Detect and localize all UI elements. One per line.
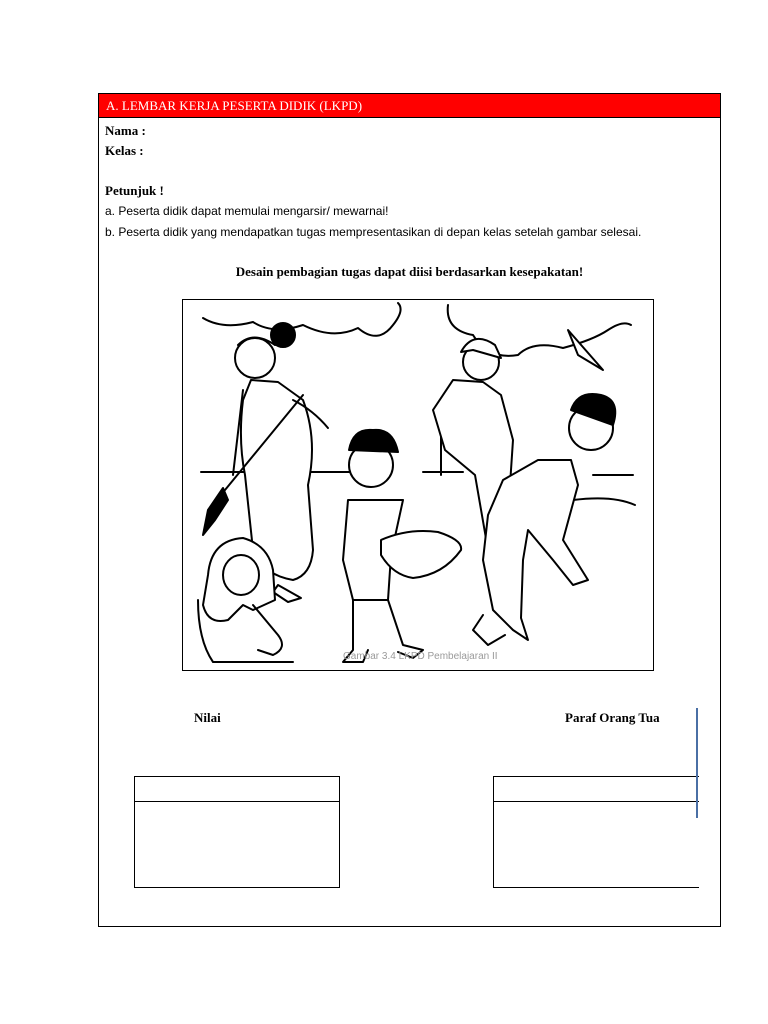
margin-line xyxy=(696,708,698,818)
name-label: Nama : xyxy=(105,123,146,138)
task-note: Desain pembagian tugas dapat diisi berdasarkan kesepakatan! xyxy=(235,264,584,279)
parent-signature-box[interactable] xyxy=(493,776,699,888)
instruction-item: a. Peserta didik dapat memulai mengarsir/ mewarnai! xyxy=(105,204,389,218)
score-box[interactable] xyxy=(134,776,340,888)
coloring-illustration xyxy=(182,299,654,671)
class-label: Kelas : xyxy=(105,143,144,158)
instruction-item: b. Peserta didik yang mendapatkan tugas mempresentasikan di depan kelas setelah gambar selesai. xyxy=(105,225,642,239)
instructions-title: Petunjuk ! xyxy=(105,183,164,198)
parent-signature-label: Paraf Orang Tua xyxy=(565,710,660,725)
worksheet xyxy=(98,93,721,927)
section-header: A. LEMBAR KERJA PESERTA DIDIK (LKPD) xyxy=(99,94,720,118)
figure-caption: Gambar 3.4 LKPD Pembelajaran II xyxy=(343,651,498,662)
score-box-divider xyxy=(135,801,339,802)
score-label: Nilai xyxy=(194,710,221,725)
signature-box-divider xyxy=(494,801,699,802)
